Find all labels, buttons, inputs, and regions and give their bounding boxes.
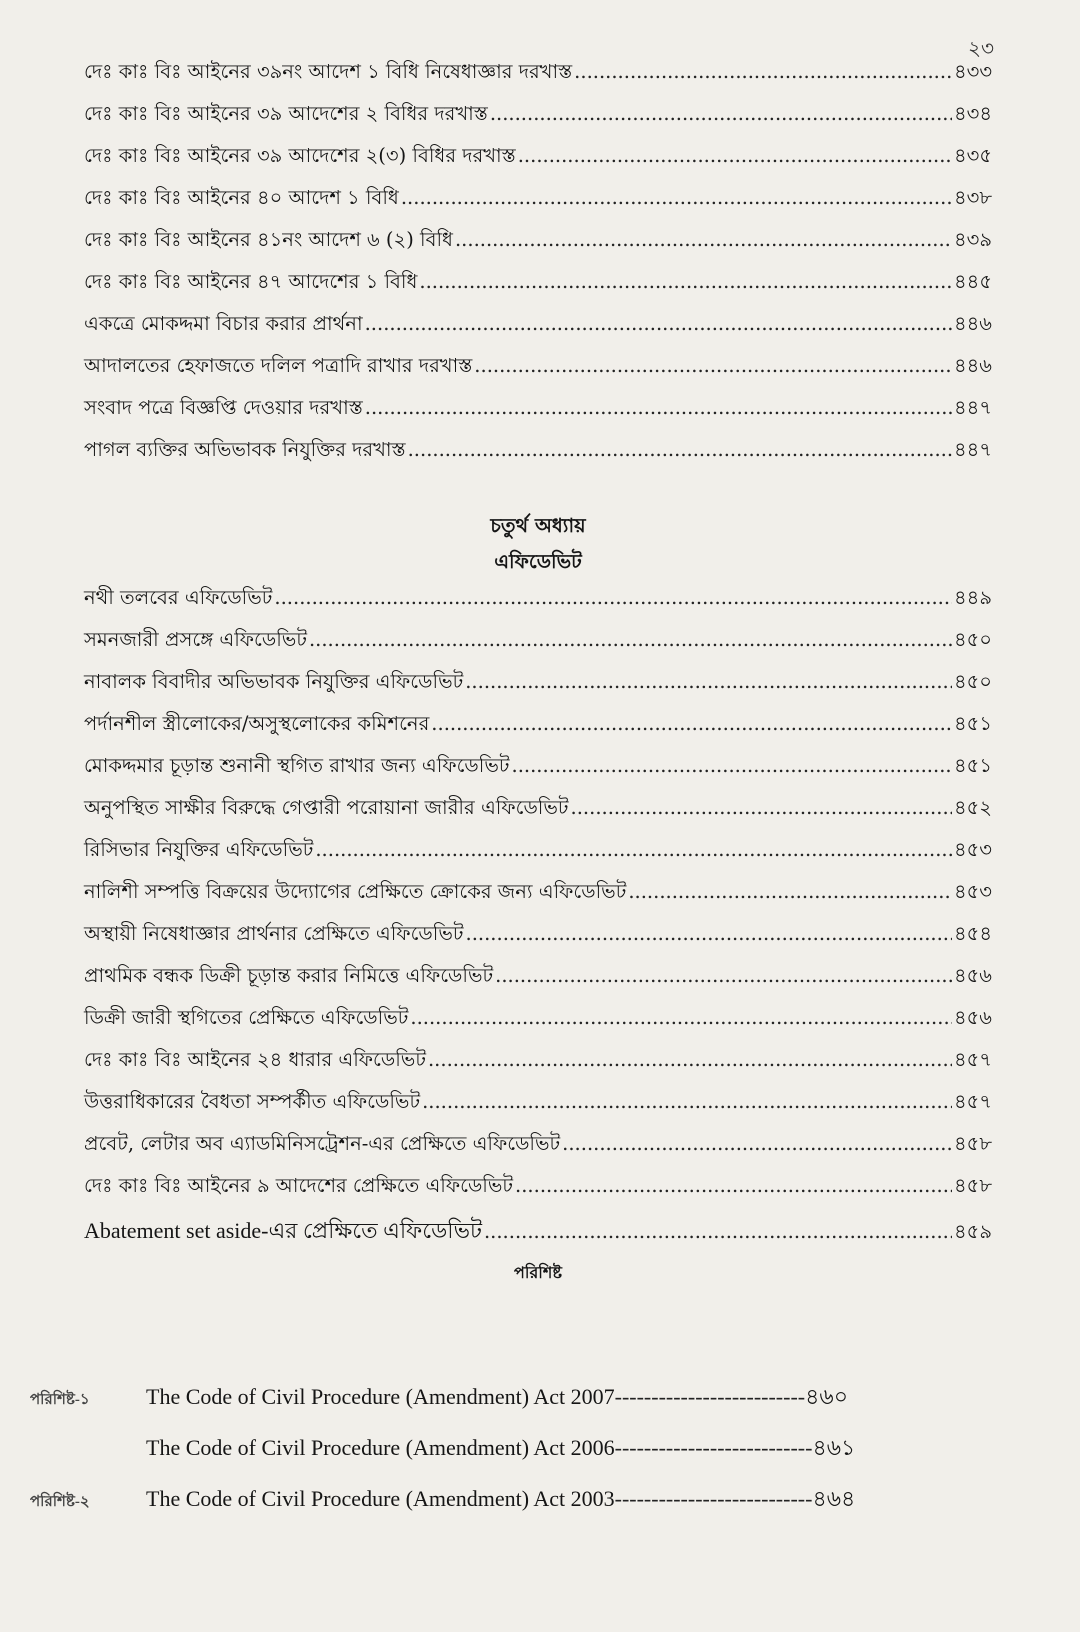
toc-entry-page: ৪৪৫ <box>954 270 992 293</box>
toc-entry-title: সমনজারী প্রসঙ্গে এফিডেভিট <box>84 628 307 651</box>
toc-entry-title: দেঃ কাঃ বিঃ আইনের ৯ আদেশের প্রেক্ষিতে এফিডেভিট <box>84 1174 514 1197</box>
appendix-label: পরিশিষ্ট-১ <box>30 1392 90 1408</box>
dot-leader <box>571 796 952 819</box>
toc-entry-page: ৪৫২ <box>954 796 992 819</box>
appendix-title: পরিশিষ্ট <box>514 1263 562 1282</box>
toc-entry-page: ৪৫৬ <box>954 1006 992 1029</box>
toc-entry-page: ৪৫৪ <box>954 922 992 945</box>
toc-entry-title: নাবালক বিবাদীর অভিভাবক নিযুক্তির এফিডেভিট <box>84 670 464 693</box>
toc-entry-title: দেঃ কাঃ বিঃ আইনের ৩৯নং আদেশ ১ বিধি নিষেধাজ্ঞার দরখাস্ত <box>84 60 573 83</box>
appendix-entry-page: ৪৬০ <box>805 1384 848 1409</box>
toc-entry-title: ডিক্রী জারী স্থগিতের প্রেক্ষিতে এফিডেভিট <box>84 1006 409 1029</box>
toc-entry-page: ৪৫১ <box>954 712 992 735</box>
toc-entry <box>84 1172 992 1214</box>
toc-entry-title: সংবাদ পত্রে বিজ্ঞপ্তি দেওয়ার দরখাস্ত <box>84 396 363 419</box>
toc-entry <box>84 794 992 836</box>
toc-entry-title: দেঃ কাঃ বিঃ আইনের ২৪ ধারার এফিডেভিট <box>84 1048 426 1071</box>
toc-entry-title: অস্থায়ী নিষেধাজ্ঞার প্রার্থনার প্রেক্ষিতে এফিডেভিট <box>84 922 464 945</box>
toc-entry-title: পাগল ব্যক্তির অভিভাবক নিযুক্তির দরখাস্ত <box>84 438 406 461</box>
toc-entry <box>84 184 992 226</box>
toc-entry-page: ৪৫৭ <box>954 1090 992 1113</box>
table-of-contents <box>84 58 992 1288</box>
toc-entry-title: অনুপস্থিত সাক্ষীর বিরুদ্ধে গেপ্তারী পরোয়ানা জারীর এফিডেভিট <box>84 796 569 819</box>
dot-leader <box>274 586 952 609</box>
toc-entry-page: ৪৪৬ <box>954 312 992 335</box>
toc-entry <box>84 668 992 710</box>
toc-entry-page: ৪৪৭ <box>954 438 992 461</box>
dot-leader <box>410 1006 952 1029</box>
toc-section-affidavits <box>84 584 992 1256</box>
appendix-entry-title: The Code of Civil Procedure (Amendment) Act 2003 <box>146 1486 615 1511</box>
appendix-entry-page: ৪৬১ <box>812 1435 856 1460</box>
dot-leader <box>512 754 953 777</box>
toc-entry-page: ৪৩৪ <box>954 102 992 125</box>
toc-entry-page: ৪৩৫ <box>954 144 992 167</box>
dot-leader <box>408 438 952 461</box>
dot-leader <box>495 964 952 987</box>
toc-entry-title: নালিশী সম্পত্তি বিক্রয়ের উদ্যোগের প্রেক্ষিতে ক্রোকের জন্য এফিডেভিট <box>84 880 627 903</box>
dot-leader <box>484 1220 952 1243</box>
toc-entry-page: ৪৪৭ <box>954 396 992 419</box>
dot-leader <box>518 144 952 167</box>
toc-entry-title: দেঃ কাঃ বিঃ আইনের ৩৯ আদেশের ২ বিধির দরখাস্ত <box>84 102 488 125</box>
toc-entry <box>84 58 992 100</box>
toc-entry-page: ৪৪৯ <box>954 586 992 609</box>
appendix-entry <box>30 1482 990 1533</box>
toc-entry-title: দেঃ কাঃ বিঃ আইনের ৩৯ আদেশের ২(৩) বিধির দরখাস্ত <box>84 144 516 167</box>
toc-entry-page: ৪৫০ <box>954 670 992 693</box>
appendix-label: পরিশিষ্ট-২ <box>30 1494 90 1510</box>
toc-entry-page: ৪৩৮ <box>954 186 992 209</box>
toc-entry-page: ৪৫৭ <box>954 1048 992 1071</box>
toc-entry-title: মোকদ্দমার চূড়ান্ত শুনানী স্থগিত রাখার জন্য এফিডেভিট <box>84 754 510 777</box>
toc-entry <box>84 100 992 142</box>
dash-leader: --------------------------- <box>614 1435 813 1460</box>
toc-entry <box>84 1088 992 1130</box>
toc-entry-page: ৪৫৬ <box>954 964 992 987</box>
toc-entry <box>84 1130 992 1172</box>
appendix-entry <box>30 1380 990 1431</box>
toc-entry-page: ৪৫১ <box>954 754 992 777</box>
dot-leader <box>515 1174 952 1197</box>
toc-entry-title: প্রাথমিক বন্ধক ডিক্রী চূড়ান্ত করার নিমিত্তে এফিডেভিট <box>84 964 494 987</box>
dot-leader <box>309 628 952 651</box>
toc-entry <box>84 836 992 878</box>
toc-entry <box>84 142 992 184</box>
appendix-entry-page: ৪৬৪ <box>812 1486 856 1511</box>
toc-entry-title: পর্দানশীল স্ত্রীলোকের/অসুস্থলোকের কমিশনের <box>84 712 430 735</box>
dot-leader <box>455 228 952 251</box>
dot-leader <box>431 712 952 735</box>
toc-entry-title: রিসিভার নিযুক্তির এফিডেভিট <box>84 838 314 861</box>
toc-entry-title: দেঃ কাঃ বিঃ আইনের ৪৭ আদেশের ১ বিধি <box>84 270 418 293</box>
toc-entry-page: ৪৫৩ <box>954 838 992 861</box>
toc-entry-title: Abatement set aside-এর প্রেক্ষিতে এফিডেভিট <box>84 1218 482 1243</box>
dot-leader <box>465 670 952 693</box>
dot-leader <box>428 1048 952 1071</box>
toc-entry-title: নথী তলবের এফিডেভিট <box>84 586 273 609</box>
dot-leader <box>474 354 952 377</box>
toc-entry <box>84 310 992 352</box>
chapter-title: চতুর্থ অধ্যায় <box>490 514 586 537</box>
toc-entry <box>84 962 992 1004</box>
dot-leader <box>365 312 952 335</box>
toc-entry-title: একত্রে মোকদ্দমা বিচার করার প্রার্থনা <box>84 312 363 335</box>
dot-leader <box>574 60 952 83</box>
appendix-list <box>30 1380 990 1533</box>
dot-leader <box>422 1090 952 1113</box>
toc-entry-page: ৪৫৩ <box>954 880 992 903</box>
toc-entry-page: ৪৫৮ <box>954 1174 992 1197</box>
page-number: ২৩ <box>968 36 995 60</box>
toc-entry-page: ৪৫৮ <box>954 1132 992 1155</box>
chapter-heading-block <box>84 508 992 580</box>
toc-entry-page: ৪৩৯ <box>954 228 992 251</box>
toc-entry <box>84 394 992 436</box>
dot-leader <box>365 396 952 419</box>
toc-entry <box>84 920 992 962</box>
toc-entry <box>84 268 992 310</box>
dot-leader <box>401 186 952 209</box>
toc-entry <box>84 878 992 920</box>
dot-leader <box>490 102 952 125</box>
toc-entry-page: ৪৪৬ <box>954 354 992 377</box>
dot-leader <box>628 880 952 903</box>
dot-leader <box>466 922 953 945</box>
toc-entry <box>84 584 992 626</box>
toc-entry-title: দেঃ কাঃ বিঃ আইনের ৪০ আদেশ ১ বিধি <box>84 186 399 209</box>
toc-entry <box>84 752 992 794</box>
appendix-entry-title: The Code of Civil Procedure (Amendment) Act 2007 <box>146 1384 615 1409</box>
dot-leader <box>562 1132 952 1155</box>
toc-entry-title: আদালতের হেফাজতে দলিল পত্রাদি রাখার দরখাস্ত <box>84 354 473 377</box>
chapter-subtitle: এফিডেভিট <box>494 550 582 573</box>
toc-entry <box>84 352 992 394</box>
appendix-entry-title: The Code of Civil Procedure (Amendment) Act 2006 <box>146 1435 615 1460</box>
toc-entry-page: ৪৫০ <box>954 628 992 651</box>
toc-entry <box>84 436 992 478</box>
toc-entry-title: প্রবেট, লেটার অব এ্যাডমিনিসট্রেশন-এর প্রেক্ষিতে এফিডেভিট <box>84 1132 561 1155</box>
dot-leader <box>315 838 952 861</box>
dot-leader <box>419 270 952 293</box>
dash-leader: --------------------------- <box>614 1486 813 1511</box>
toc-entry-page: ৪৫৯ <box>954 1220 992 1243</box>
toc-entry <box>84 226 992 268</box>
toc-entry <box>84 1046 992 1088</box>
toc-entry <box>84 1214 992 1256</box>
toc-entry <box>84 626 992 668</box>
dash-leader: -------------------------- <box>614 1384 806 1409</box>
toc-entry-title: দেঃ কাঃ বিঃ আইনের ৪১নং আদেশ ৬ (২) বিধি <box>84 228 453 251</box>
appendix-entry <box>30 1431 990 1482</box>
toc-section-applications <box>84 58 992 478</box>
toc-entry-title: উত্তরাধিকারের বৈধতা সম্পর্কীত এফিডেভিট <box>84 1090 421 1113</box>
toc-entry-page: ৪৩৩ <box>953 60 992 83</box>
toc-entry <box>84 710 992 752</box>
toc-entry <box>84 1004 992 1046</box>
